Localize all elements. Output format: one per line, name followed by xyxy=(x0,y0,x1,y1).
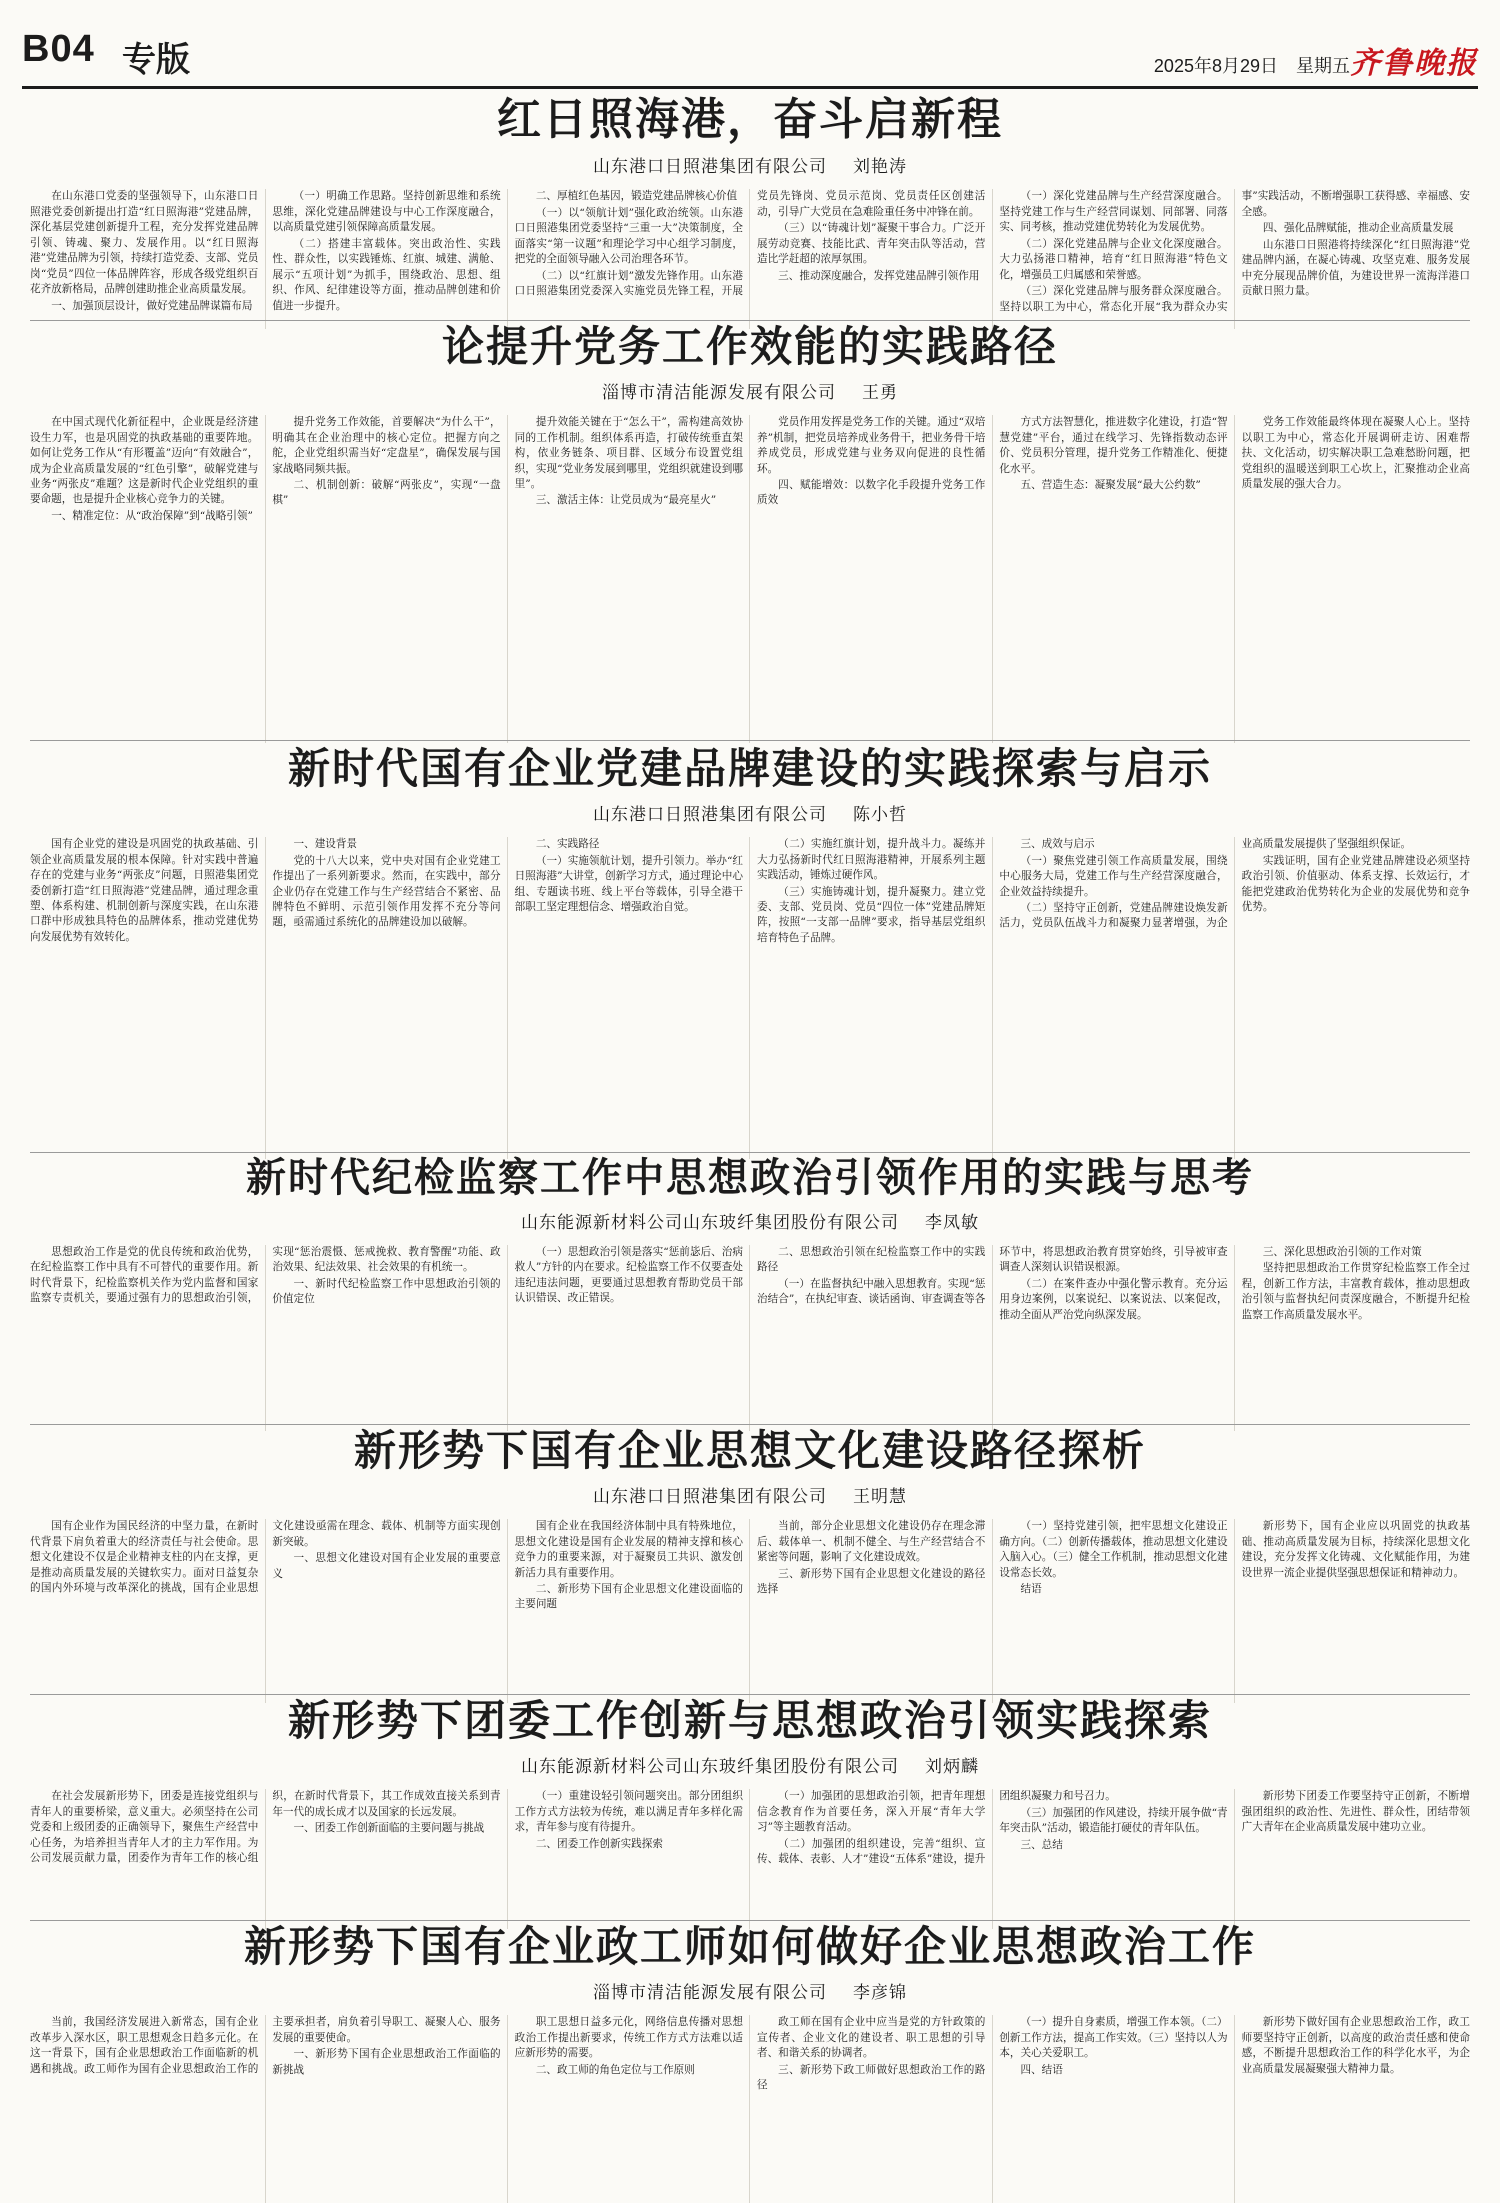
paragraph: 新形势下做好国有企业思想政治工作，政工师要坚持守正创新，以高度的政治责任感和使命感，不断提升思想政治工作的科学化水平，为企业高质量发展凝聚强大精神力量。 xyxy=(1241,2016,1470,2075)
author-name: 李彦锦 xyxy=(853,1983,907,2004)
paragraph: 思想政治工作是党的优良传统和政治优势，在纪检监察工作中具有不可替代的重要作用。新时代背景下，纪检监察机关作为党内监督和国家监察专责机关，要通过强有力的思想政治引领，实现“惩治震慑、惩戒挽救、教育警醒”功能、政治效果、纪法效果、社会效果的有机统一。 xyxy=(30,1246,501,1305)
issue-date: 2025年8月29日 xyxy=(1153,56,1278,76)
article-divider xyxy=(30,740,1470,741)
article-title: 新时代纪检监察工作中思想政治引领作用的实践与思考 xyxy=(246,1154,1254,1201)
paragraph: （二）加强团的组织建设，完善“组织、宣传、载体、表彰、人才”建设“五体系”建设，提升团组织凝聚力和号召力。 xyxy=(756,1790,1116,1865)
paragraph: 二、团委工作创新实践探索 xyxy=(535,1837,663,1850)
author-organization: 山东港口日照港集团有限公司 xyxy=(593,1487,827,1508)
paragraph: 结语 xyxy=(1020,1583,1042,1595)
paragraph: （一）提升自身素质，增强工作本领。（二）创新工作方法，提高工作实效。（三）坚持以人为本，关心关爱职工。 xyxy=(999,2016,1228,2060)
article-title: 新形势下国有企业政工师如何做好企业思想政治工作 xyxy=(243,1922,1256,1971)
paragraph: 一、新形势下国有企业思想政治工作面临的新挑战 xyxy=(272,2048,501,2076)
paragraph: （一）明确工作思路。坚持创新思维和系统思维，深化党建品牌建设与中心工作深度融合，以高质量党建引领保障高质量发展。 xyxy=(272,190,501,234)
paragraph: 一、团委工作创新面临的主要问题与挑战 xyxy=(293,1822,485,1835)
paragraph: 一、思想文化建设对国有企业发展的重要意义 xyxy=(272,1552,501,1580)
article-body xyxy=(30,415,1470,743)
author-name: 王勇 xyxy=(862,383,898,404)
section-name: 专版 xyxy=(122,40,190,80)
paragraph: 职工思想日益多元化，网络信息传播对思想政治工作提出新要求，传统工作方式方法难以适应新形势的需要。 xyxy=(514,2016,743,2060)
paragraph: 四、结语 xyxy=(1020,2063,1063,2076)
author-organization: 淄博市清洁能源发展有限公司 xyxy=(593,1983,827,2004)
article xyxy=(30,1156,1470,1420)
paragraph: 一、加强顶层设计，做好党建品牌谋篇布局 xyxy=(51,299,253,312)
article-body xyxy=(30,2015,1470,2203)
author-name: 陈小哲 xyxy=(853,805,907,826)
paragraph: 三、新形势下国有企业思想文化建设的路径选择 xyxy=(756,1567,986,1595)
article-body xyxy=(30,189,1470,329)
paragraph: 三、深化思想政治引领的工作对策 xyxy=(1262,1246,1422,1258)
issue-weekday: 星期五 xyxy=(1296,56,1350,76)
article-byline xyxy=(30,378,1470,403)
author-organization: 山东港口日照港集团有限公司 xyxy=(593,805,827,826)
article-body xyxy=(30,1245,1470,1431)
paragraph: （一）加强团的思想政治引领，把青年理想信念教育作为首要任务，深入开展“青年大学习”等主题教育活动。 xyxy=(756,1790,986,1834)
paragraph: 三、激活主体：让党员成为“最亮星火” xyxy=(535,494,717,507)
paragraph: 三、成效与启示 xyxy=(1020,838,1095,851)
paragraph: 二、机制创新：破解“两张皮”，实现“一盘棋” xyxy=(272,479,501,507)
paragraph: （一）重建设轻引领问题突出。部分团组织工作方式方法较为传统，难以满足青年多样化需求，青年参与度有待提升。 xyxy=(514,1790,743,1834)
author-name: 刘炳麟 xyxy=(925,1757,979,1778)
paragraph: 当前，部分企业思想文化建设仍存在理念滞后、载体单一、机制不健全、与生产经营结合不紧密等问题，影响了文化建设成效。 xyxy=(756,1520,986,1564)
author-organization: 淄博市清洁能源发展有限公司 xyxy=(602,383,836,404)
article-divider xyxy=(30,1424,1470,1425)
paragraph: 坚持把思想政治工作贯穿纪检监察工作全过程，创新工作方法，丰富教育载体，推动思想政治引领与监督执纪问责深度融合，不断提升纪检监察工作高质量发展水平。 xyxy=(1241,1262,1470,1321)
paragraph: 实践证明，国有企业党建品牌建设必须坚持政治引领、价值驱动、体系支撑、长效运行，才能把党建政治优势转化为企业的发展优势和竞争优势。 xyxy=(1241,854,1470,913)
article-byline xyxy=(30,152,1470,177)
paragraph: 党的十八大以来，党中央对国有企业党建工作提出了一系列新要求。然而，在实践中，部分企业仍存在党建工作与生产经营结合不紧密、品牌特色不鲜明、示范引领作用发挥不充分等问题，亟需通过系统化的品牌建设加以破解。 xyxy=(272,854,501,929)
paragraph: 在社会发展新形势下，团委是连接党组织与青年人的重要桥梁，意义重大。必须坚持在公司党委和上级团委的正确领导下，聚焦生产经营中心任务，为培养担当青年人才的主力军作用。为公司发展贡献力量，团委作为青年工作的核心组织，在新时代背景下，其工作成效直接关系到青年一代的成长成才以及国家的长远发展。 xyxy=(30,1790,501,1864)
paragraph: 二、思想政治引领在纪检监察工作中的实践路径 xyxy=(756,1246,986,1274)
paragraph: 国有企业党的建设是巩固党的执政基础、引领企业高质量发展的根本保障。针对实践中普遍存在的党建与业务“两张皮”问题，日照港集团党委创新打造“红日照海港”党建品牌，通过理念重塑、体系构建、机制创新与深度实践，在山东港口群中形成独具特色的品牌体系，推动党建优势向发展优势有效转化。 xyxy=(30,838,259,943)
paragraph: 四、强化品牌赋能，推动企业高质量发展 xyxy=(1262,222,1454,235)
paragraph: 当前，我国经济发展进入新常态，国有企业改革步入深水区，职工思想观念日趋多元化。在这一背景下，国有企业思想政治工作面临新的机遇和挑战。政工师作为国有企业思想政治工作的主要承担者，肩负着引导职工、凝聚人心、服务发展的重要使命。 xyxy=(30,2016,501,2075)
article-divider xyxy=(30,1152,1470,1153)
article-title: 新时代国有企业党建品牌建设的实践探索与启示 xyxy=(287,744,1212,793)
paragraph: （二）深化党建品牌与企业文化深度融合。大力弘扬港口精神，培育“红日照海港”特色文化，增强员工归属感和荣誉感。 xyxy=(999,237,1228,281)
article xyxy=(30,96,1470,316)
paragraph: 一、新时代纪检监察工作中思想政治引领的价值定位 xyxy=(272,1277,501,1306)
paragraph: 方式方法智慧化，推进数字化建设，打造“智慧党建”平台，通过在线学习、先锋指数动态评价、党员积分管理，提升党务工作精准化、便捷化水平。 xyxy=(999,416,1228,475)
page-number: B04 xyxy=(22,28,95,70)
paragraph: （三）以“铸魂计划”凝聚干事合力。广泛开展劳动竞赛、技能比武、青年突击队等活动，营造比学赶超的浓厚氛围。 xyxy=(756,222,986,266)
paragraph: 二、实践路径 xyxy=(535,838,600,851)
paragraph: 三、总结 xyxy=(1020,1838,1063,1851)
paragraph: 提升效能关键在于“怎么干”，需构建高效协同的工作机制。组织体系再造，打破传统垂直架构，依业务链条、项目群、区域分布设置党组织，实现“党业务发展到哪里，党组织就建设到哪里”。 xyxy=(514,416,743,490)
paragraph: 二、新形势下国有企业思想文化建设面临的主要问题 xyxy=(514,1583,743,1611)
paragraph: 一、精准定位：从“政治保障”到“战略引领” xyxy=(51,509,253,522)
paragraph: 政工师在国有企业中应当是党的方针政策的宣传者、企业文化的建设者、职工思想的引导者、和谐关系的协调者。 xyxy=(756,2016,986,2060)
paragraph: 党务工作效能最终体现在凝聚人心上。坚持以职工为中心，常态化开展调研走访、困难帮扶、文化活动，切实解决职工急难愁盼问题，把党组织的温暖送到职工心坎上，汇聚推动企业高质量发展的强大合力。 xyxy=(1241,416,1470,490)
paragraph: （一）实施领航计划，提升引领力。举办“红日照海港”大讲堂，创新学习方式，通过理论中心组、专题读书班、线上平台等载体，引导全港干部职工坚定理想信念、增强政治自觉。 xyxy=(514,854,743,913)
paragraph: 新形势下团委工作要坚持守正创新，不断增强团组织的政治性、先进性、群众性，团结带领广大青年在企业高质量发展中建功立业。 xyxy=(1241,1790,1470,1834)
article-body xyxy=(30,1789,1470,1929)
paragraph: （三）加强团的作风建设，持续开展争做“青年突击队”活动，锻造能打硬仗的青年队伍。 xyxy=(999,1806,1228,1835)
paragraph: （一）聚焦党建引领工作高质量发展，围绕中心服务大局，党建工作与生产经营深度融合，企业效益持续提升。 xyxy=(999,854,1228,898)
article-body xyxy=(30,837,1470,1159)
article xyxy=(30,1698,1470,1916)
paragraph: （一）坚持党建引领，把牢思想文化建设正确方向。（二）创新传播载体，推动思想文化建设入脑入心。（三）健全工作机制，推动思想文化建设常态长效。 xyxy=(999,1520,1228,1579)
paragraph: （三）深化党建品牌与服务群众深度融合。坚持以职工为中心，常态化开展“我为群众办实事”实践活动，不断增强职工获得感、幸福感、安全感。 xyxy=(999,190,1470,313)
paragraph: 三、推动深度融合，发挥党建品牌引领作用 xyxy=(778,269,980,282)
article-divider xyxy=(30,1920,1470,1921)
article-body xyxy=(30,1519,1470,1703)
masthead xyxy=(22,22,1478,84)
author-organization: 山东能源新材料公司山东玻纤集团股份有限公司 xyxy=(521,1757,899,1778)
paragraph: （一）深化党建品牌与生产经营深度融合。坚持党建工作与生产经营同谋划、同部署、同落实、同考核，推动党建优势转化为发展优势。 xyxy=(999,190,1228,234)
article-byline xyxy=(30,1482,1470,1507)
author-name: 刘艳涛 xyxy=(853,157,907,178)
article-byline xyxy=(30,1752,1470,1777)
paragraph: （二）以“红旗计划”激发先锋作用。山东港口日照港集团党委深入实施党员先锋工程，开展党员先锋岗、党员示范岗、党员责任区创建活动，引导广大党员在急难险重任务中冲锋在前。 xyxy=(514,190,986,298)
paragraph: 五、营造生态：凝聚发展“最大公约数” xyxy=(1020,479,1201,491)
article-divider xyxy=(30,1694,1470,1695)
article-title: 新形势下团委工作创新与思想政治引领实践探索 xyxy=(287,1696,1212,1745)
paragraph: 一、建设背景 xyxy=(293,838,358,851)
article-title: 红日照海港，奋斗启新程 xyxy=(497,94,1003,145)
newspaper-logo: 齐鲁晚报 xyxy=(1350,46,1478,81)
paragraph: 国有企业作为国民经济的中坚力量，在新时代背景下肩负着重大的经济责任与社会使命。思想文化建设不仅是企业精神支柱的内在支撑，更是推动高质量发展的关键软实力。面对日益复杂的国内外环境与改革深化的挑战，国有企业思想文化建设亟需在理念、载体、机制等方面实现创新突破。 xyxy=(30,1520,501,1594)
paragraph: （二）在案件查办中强化警示教育。充分运用身边案例，以案说纪、以案说法、以案促改，推动全面从严治党向纵深发展。 xyxy=(999,1277,1228,1321)
paragraph: （一）在监督执纪中融入思想教育。实现“惩治结合”，在执纪审查、谈话函询、审查调查等各环节中，将思想政治教育贯穿始终，引导被审查调查人深刻认识错误根源。 xyxy=(756,1246,1228,1306)
paragraph: 二、厚植红色基因，锻造党建品牌核心价值 xyxy=(535,190,738,203)
paragraph: （二）坚持守正创新，党建品牌建设焕发新活力，党员队伍战斗力和凝聚力显著增强，为企业高质量发展提供了坚强组织保证。 xyxy=(999,838,1412,930)
paragraph: 国有企业在我国经济体制中具有特殊地位，思想文化建设是国有企业发展的精神支撑和核心竞争力的重要来源，对于凝聚员工共识、激发创新活力具有重要作用。 xyxy=(514,1520,743,1579)
paragraph: 二、政工师的角色定位与工作原则 xyxy=(535,2063,695,2076)
article-divider xyxy=(30,320,1470,321)
article xyxy=(30,746,1470,1148)
paragraph: 三、新形势下政工师做好思想政治工作的路径 xyxy=(756,2063,986,2091)
paragraph: 四、赋能增效：以数字化手段提升党务工作质效 xyxy=(756,479,986,507)
article xyxy=(30,1924,1470,2192)
author-organization: 山东能源新材料公司山东玻纤集团股份有限公司 xyxy=(521,1213,899,1233)
article-byline xyxy=(30,1978,1470,2003)
paragraph: （二）搭建丰富载体。突出政治性、实践性、群众性，以实践锤炼、红旗、城建、满舱、展示“五项计划”为抓手，围绕政治、思想、组织、作风、纪律建设等方面，推动品牌创建和价值进一步提升。 xyxy=(272,237,501,312)
article-title: 新形势下国有企业思想文化建设路径探析 xyxy=(353,1426,1146,1475)
paragraph: 山东港口日照港将持续深化“红日照海港”党建品牌内涵，在凝心铸魂、攻坚克难、服务发展中充分展现品牌价值，为建设世界一流海洋港口贡献日照力量。 xyxy=(1241,238,1470,298)
masthead-rule xyxy=(22,86,1478,89)
author-organization: 山东港口日照港集团有限公司 xyxy=(593,157,827,178)
paragraph: 提升党务工作效能，首要解决“为什么干”，明确其在企业治理中的核心定位。把握方向之舵，企业党组织需当好“定盘星”，确保发展与国家战略同频共振。 xyxy=(272,416,501,475)
article-byline xyxy=(30,1208,1470,1233)
article-byline xyxy=(30,800,1470,825)
article-title: 论提升党务工作效能的实践路径 xyxy=(441,322,1058,371)
paragraph: 在中国式现代化新征程中，企业既是经济建设生力军，也是巩固党的执政基础的重要阵地。如何让党务工作从“有形覆盖”迈向“有效融合”，成为企业高质量发展的“红色引擎”，破解党建与业务“两张皮”难题？这是新时代企业党组织的重要命题，也是提升企业核心竞争力的关键。 xyxy=(30,416,259,506)
author-name: 李凤敏 xyxy=(925,1213,979,1233)
article xyxy=(30,324,1470,732)
article xyxy=(30,1428,1470,1690)
author-name: 王明慧 xyxy=(853,1487,907,1508)
paragraph: 在山东港口党委的坚强领导下，山东港口日照港党委创新提出打造“红日照海港”党建品牌，深化基层党建创新提升工程，充分发挥党建品牌引领、铸魂、聚力、发展作用。以“红日照海港”党建品牌为引领，持续打造党委、支部、党员岗“党员”四位一体品牌阵容，形成各级党组织百花齐放新格局，品牌创建助推企业高质量发展。 xyxy=(30,190,259,296)
paragraph: （一）思想政治引领是落实“惩前毖后、治病救人”方针的内在要求。纪检监察工作不仅要查处违纪违法问题，更要通过思想教育帮助党员干部认识错误、改正错误。 xyxy=(514,1246,743,1305)
paragraph: （一）以“领航计划”强化政治统领。山东港口日照港集团党委坚持“三重一大”决策制度，全面落实“第一议题”和理论学习中心组学习制度，把党的全面领导融入公司治理各环节。 xyxy=(514,206,743,266)
paragraph: 党员作用发挥是党务工作的关键。通过“双培养”机制，把党员培养成业务骨干，把业务骨干培养成党员，形成党建与业务双向促进的良性循环。 xyxy=(756,416,986,475)
paragraph: 新形势下，国有企业应以巩固党的执政基础、推动高质量发展为目标，持续深化思想文化建设，充分发挥文化铸魂、文化赋能作用，为建设世界一流企业提供坚强思想保证和精神动力。 xyxy=(1241,1520,1470,1579)
paragraph: （三）实施铸魂计划，提升凝聚力。建立党委、支部、党员岗、党员“四位一体”党建品牌矩阵，按照“一支部一品牌”要求，指导基层党组织培育特色子品牌。 xyxy=(756,885,986,944)
paragraph: （二）实施红旗计划，提升战斗力。凝练并大力弘扬新时代红日照海港精神，开展系列主题实践活动，锤炼过硬作风。 xyxy=(756,838,986,882)
